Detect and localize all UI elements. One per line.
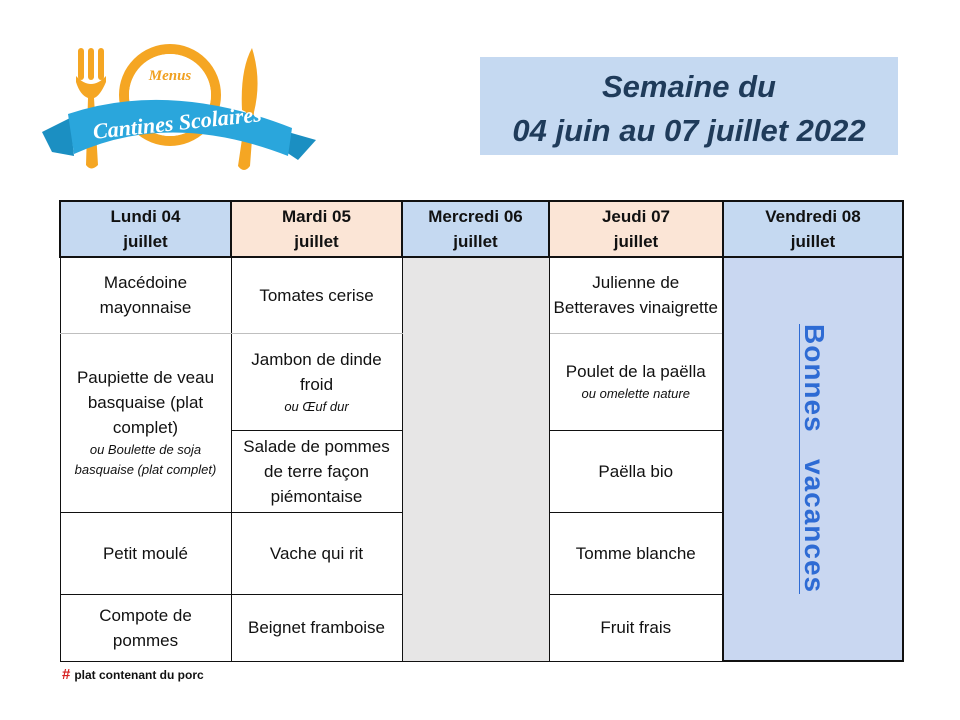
header-mercredi <box>402 201 549 257</box>
jeudi-dessert: Fruit frais <box>549 594 723 661</box>
day-name: Jeudi 07 <box>601 207 671 226</box>
day-header-row <box>60 201 903 257</box>
mercredi-empty <box>402 257 549 661</box>
menu-table <box>59 200 904 662</box>
vacances-message: Bonnes vacances <box>799 324 830 594</box>
jeudi-accompagnement: Paëlla bio <box>549 430 723 512</box>
header-jeudi <box>549 201 723 257</box>
mardi-dessert: Beignet framboise <box>231 594 402 661</box>
day-month: juillet <box>123 232 168 251</box>
lundi-plat-main: Paupiette de veau basquaise (plat complet) <box>76 368 215 437</box>
day-name: Vendredi 08 <box>765 207 861 226</box>
day-name: Mardi 05 <box>282 207 351 226</box>
jeudi-fromage: Tomme blanche <box>549 512 723 594</box>
cantines-scolaires-logo <box>30 40 330 180</box>
logo-menus-text: Menus <box>148 68 192 84</box>
day-name: Mercredi 06 <box>428 207 523 226</box>
pork-footnote <box>62 666 204 683</box>
vendredi-vacances-cell <box>723 257 903 661</box>
week-title-line2: 04 juin au 07 juillet 2022 <box>512 113 866 148</box>
jeudi-plat <box>549 333 723 430</box>
day-month: juillet <box>613 232 659 251</box>
mardi-plat <box>231 333 402 430</box>
lundi-plat <box>60 333 231 512</box>
day-month: juillet <box>453 232 498 251</box>
day-month: juillet <box>790 232 836 251</box>
lundi-entree: Macédoine mayonnaise <box>60 257 231 333</box>
jeudi-plat-alt: ou omelette nature <box>581 386 690 401</box>
mardi-plat-alt: ou Œuf dur <box>284 398 349 414</box>
header-vendredi <box>723 201 903 257</box>
lundi-plat-alt: ou Boulette de soja basquaise (plat complet) <box>74 442 217 477</box>
jeudi-plat-main: Poulet de la paëlla <box>565 362 706 381</box>
header-mardi <box>231 201 402 257</box>
mardi-fromage: Vache qui rit <box>231 512 402 594</box>
logo-banner-text: Cantines Scolaires <box>91 101 263 144</box>
day-name: Lundi 04 <box>110 207 181 226</box>
mardi-entree: Tomates cerise <box>231 257 402 333</box>
header-lundi <box>60 201 231 257</box>
pork-symbol: # <box>62 666 71 683</box>
mardi-accompagnement: Salade de pommes de terre façon piémontaise <box>231 430 402 512</box>
week-title-box <box>480 57 898 155</box>
pork-footnote-text: plat contenant du porc <box>74 668 204 682</box>
day-month: juillet <box>294 232 339 251</box>
lundi-fromage: Petit moulé <box>60 512 231 594</box>
mardi-plat-main: Jambon de dinde froid <box>251 349 382 394</box>
week-title-line1: Semaine du <box>602 69 776 104</box>
jeudi-entree: Julienne de Betteraves vinaigrette <box>549 257 723 333</box>
entree-row <box>60 257 903 333</box>
lundi-dessert: Compote de pommes <box>60 594 231 661</box>
